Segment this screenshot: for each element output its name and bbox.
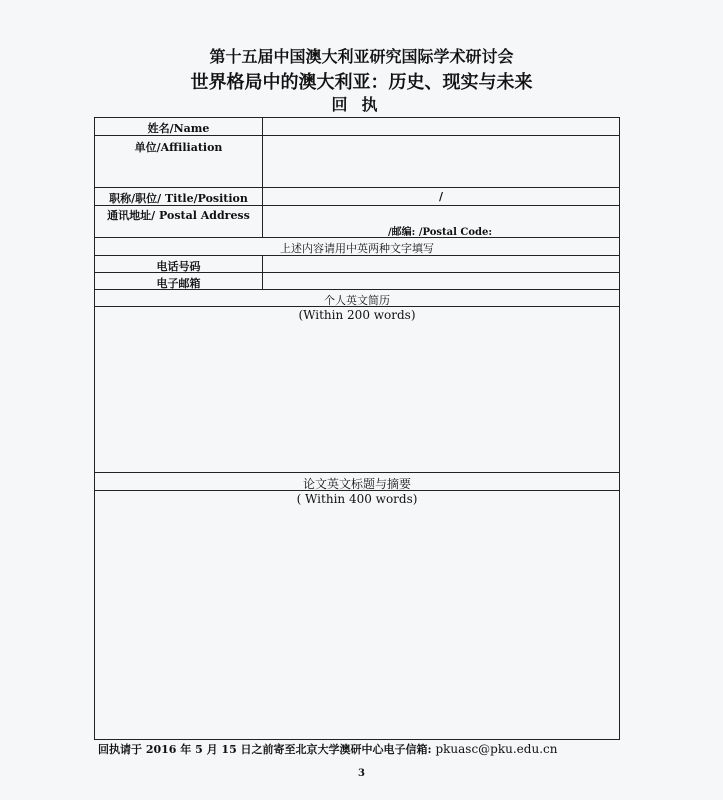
affiliation-row — [95, 136, 619, 188]
name-row — [95, 118, 619, 136]
receipt-heading: 回执 — [331, 95, 392, 114]
bio-heading: 个人英文简历 — [324, 294, 390, 307]
abstract-heading: 论文英文标题与摘要 — [302, 477, 411, 491]
phone-label: 电话号码 — [156, 260, 201, 273]
submission-instruction — [98, 741, 557, 757]
name-field[interactable] — [263, 118, 619, 135]
contact-email[interactable]: pkuasc@pku.edu.cn — [435, 742, 558, 756]
affiliation-field[interactable] — [263, 136, 619, 187]
affiliation-label: 单位/Affiliation — [134, 141, 223, 154]
postal-code-label: /邮编: /Postal Code: — [388, 227, 493, 238]
phone-row — [95, 256, 619, 273]
phone-field[interactable] — [263, 256, 619, 272]
email-row — [95, 273, 619, 290]
title-row — [95, 188, 619, 206]
instruction-text: 回执请于 2016 年 5 月 15 日之前寄至北京大学澳研中心电子信箱: — [98, 743, 432, 756]
name-label: 姓名/Name — [147, 122, 210, 135]
address-field[interactable] — [263, 206, 619, 237]
bio-heading-row — [95, 290, 619, 307]
address-row — [95, 206, 619, 238]
title-separator: / — [439, 190, 444, 203]
email-label: 电子邮箱 — [156, 277, 201, 290]
title-field[interactable] — [263, 188, 619, 205]
title-label: 职称/职位/ Title/Position — [109, 192, 248, 205]
email-field[interactable] — [263, 273, 619, 289]
registration-form — [94, 117, 620, 740]
abstract-limit: ( Within 400 words) — [296, 492, 418, 506]
bilingual-note-row — [95, 238, 619, 256]
conference-subtitle: 世界格局中的澳大利亚：历史、现实与未来 — [190, 72, 533, 93]
abstract-area[interactable] — [95, 491, 619, 739]
abstract-heading-row — [95, 473, 619, 491]
bio-area[interactable] — [95, 307, 619, 473]
bio-limit: (Within 200 words) — [298, 308, 416, 322]
conference-title: 第十五届中国澳大利亚研究国际学术研讨会 — [209, 47, 514, 66]
page-number: 3 — [358, 768, 365, 779]
bilingual-note: 上述内容请用中英两种文字填写 — [280, 242, 434, 255]
address-label: 通讯地址/ Postal Address — [107, 209, 250, 222]
